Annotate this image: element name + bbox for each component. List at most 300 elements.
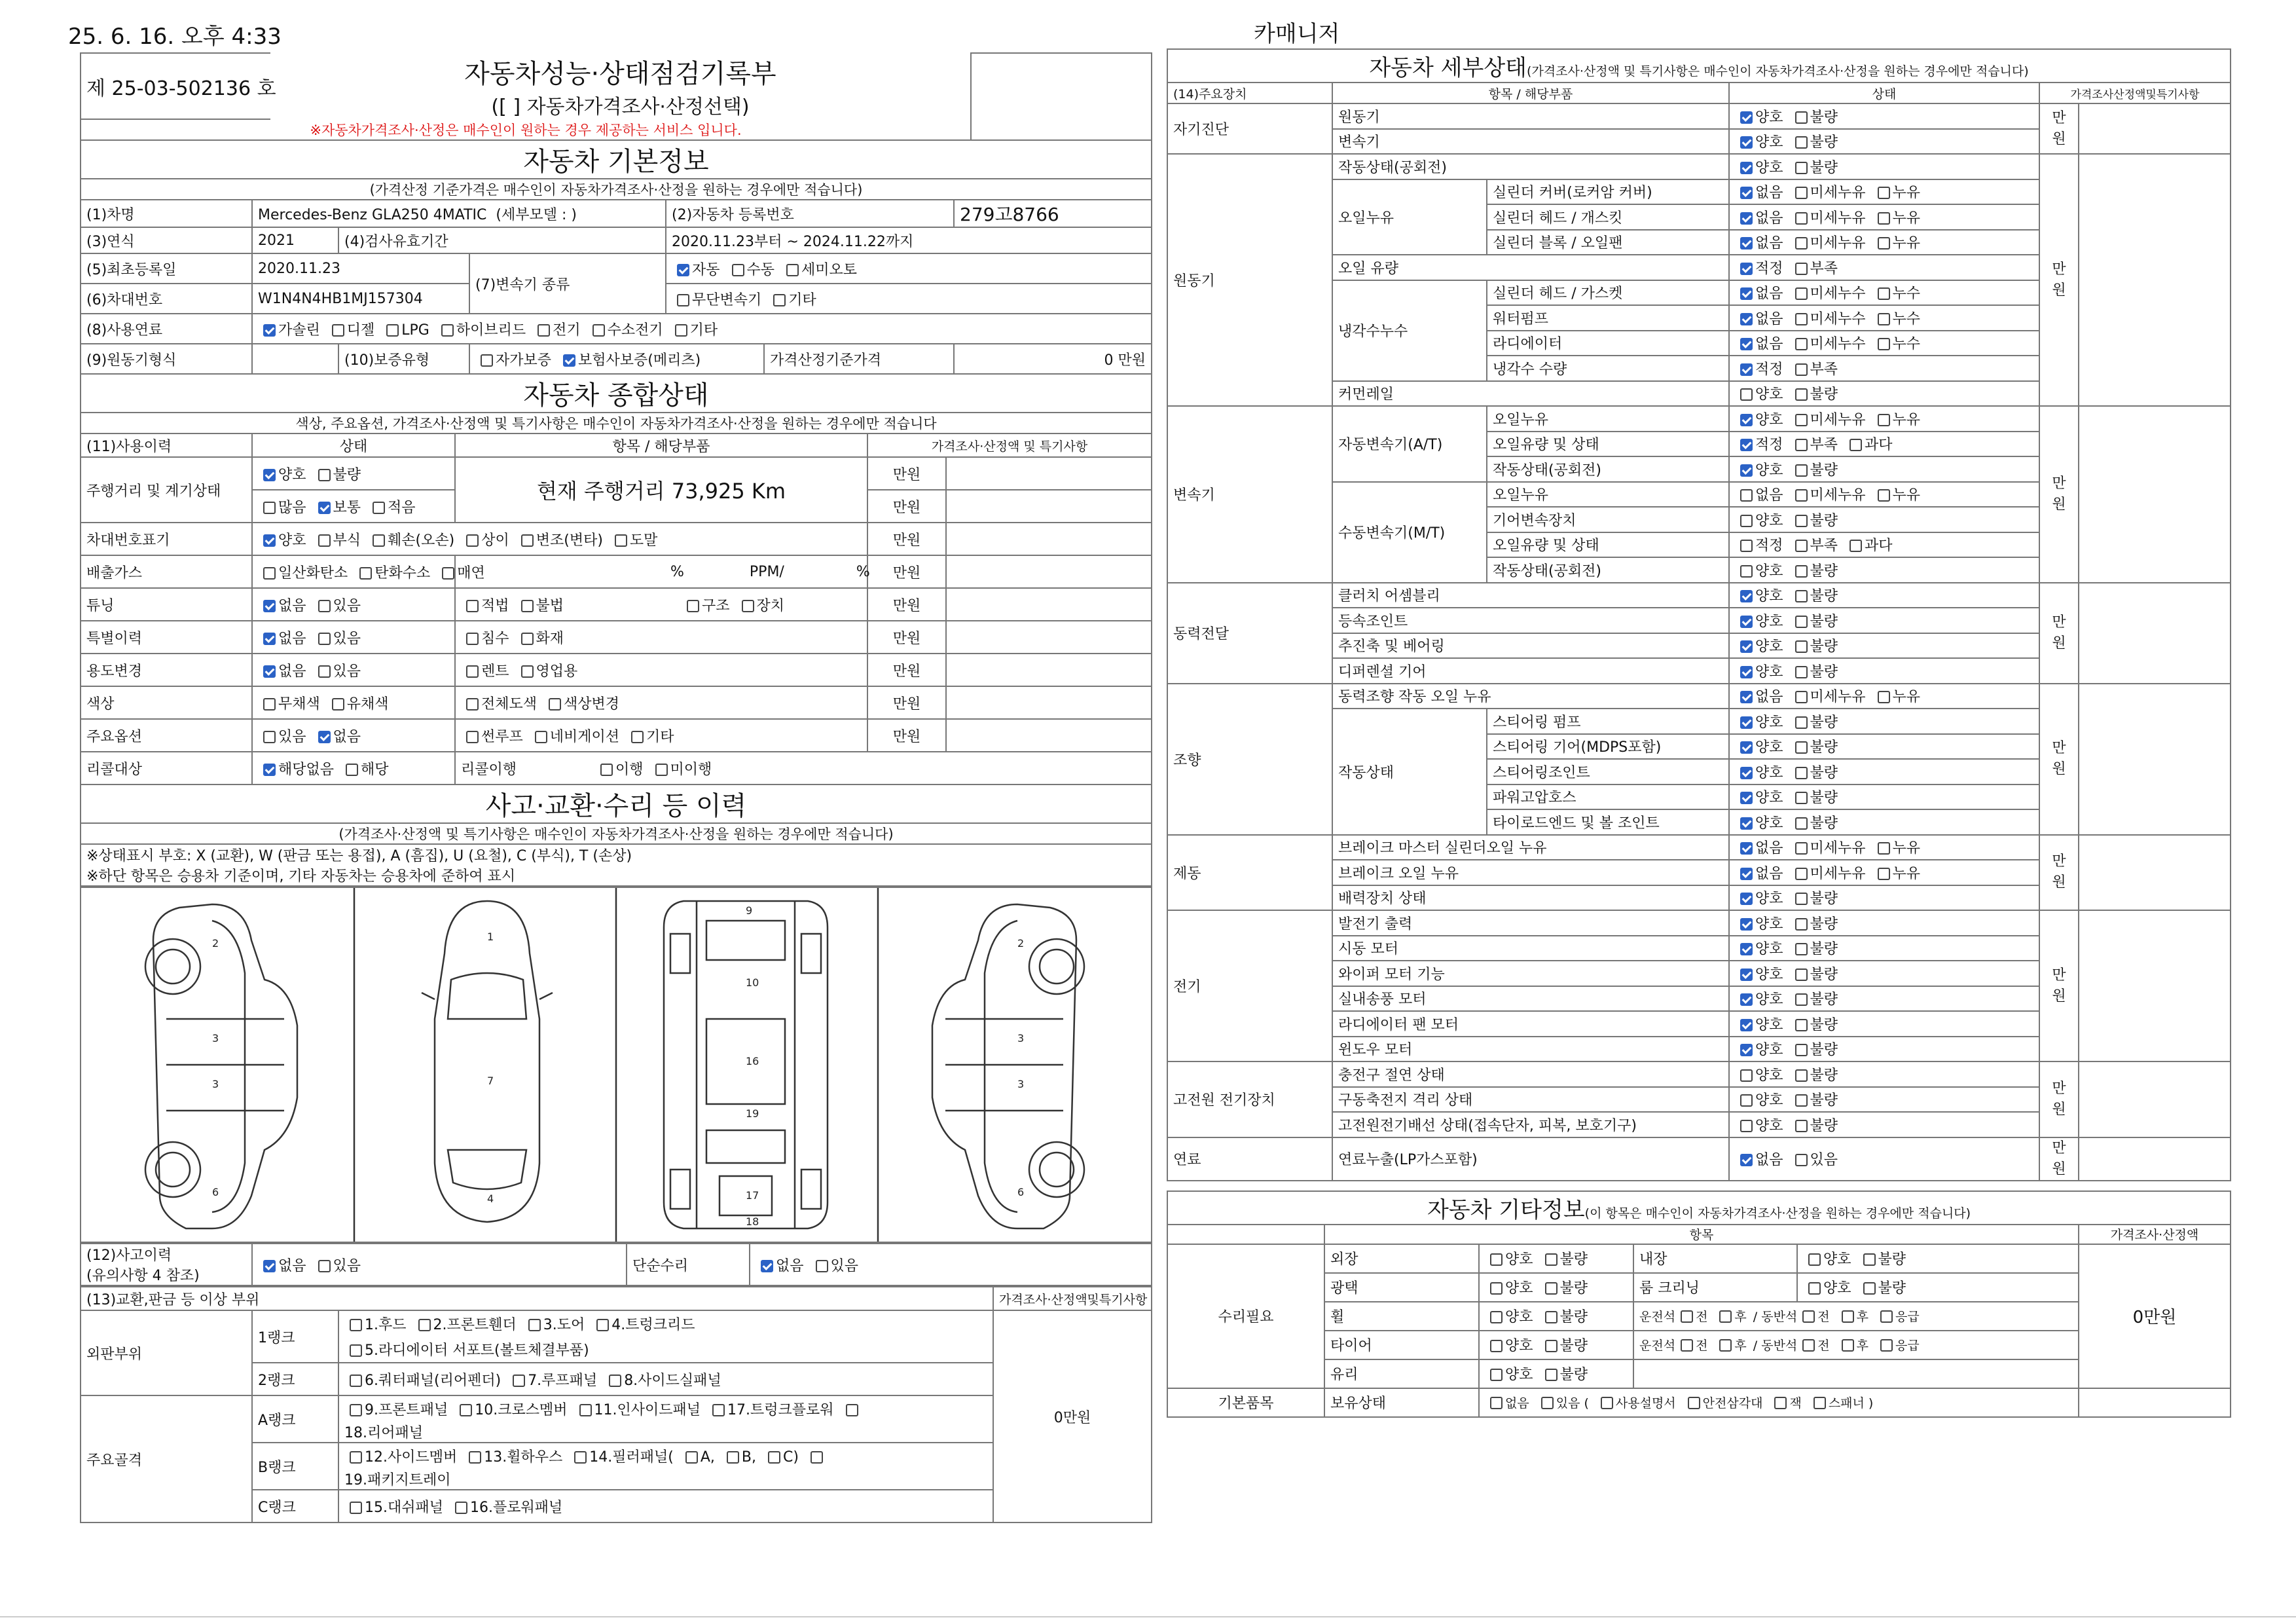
checkbox[interactable] (513, 1375, 525, 1387)
option[interactable] (1790, 736, 1838, 756)
option[interactable] (1735, 157, 1783, 177)
option[interactable] (516, 660, 578, 680)
checkbox[interactable] (1740, 969, 1753, 981)
option[interactable] (1735, 963, 1783, 984)
checkbox[interactable] (1878, 691, 1890, 703)
option[interactable] (1735, 762, 1783, 782)
option[interactable] (1735, 106, 1783, 126)
option[interactable] (258, 1255, 306, 1275)
option[interactable] (381, 322, 429, 339)
option[interactable] (258, 562, 348, 582)
checkbox[interactable] (677, 294, 689, 306)
checkbox[interactable] (732, 264, 744, 276)
option[interactable] (1540, 1306, 1588, 1326)
checkbox[interactable] (1863, 1282, 1876, 1295)
checkbox[interactable] (332, 324, 344, 337)
option[interactable] (1790, 610, 1838, 631)
option[interactable] (454, 1399, 567, 1419)
checkbox[interactable] (1490, 1369, 1503, 1381)
option[interactable] (1735, 257, 1783, 278)
option[interactable] (1790, 862, 1866, 883)
checkbox[interactable] (350, 1404, 362, 1416)
checkbox[interactable] (579, 1404, 592, 1416)
option[interactable] (1790, 1064, 1838, 1084)
checkbox[interactable] (466, 665, 479, 678)
option[interactable] (1872, 207, 1921, 227)
option[interactable] (1790, 157, 1838, 177)
option[interactable] (672, 289, 761, 309)
option[interactable] (1790, 963, 1838, 984)
checkbox[interactable] (1740, 868, 1753, 880)
checkbox[interactable] (786, 264, 799, 276)
checkbox[interactable] (1795, 1044, 1808, 1056)
checkbox[interactable] (1878, 212, 1890, 225)
checkbox[interactable] (1863, 1253, 1876, 1266)
option[interactable] (1844, 434, 1893, 454)
checkbox[interactable] (1545, 1253, 1558, 1266)
option[interactable] (1735, 1014, 1783, 1034)
option[interactable] (313, 660, 361, 680)
option[interactable] (1735, 1149, 1783, 1169)
option[interactable] (569, 1446, 674, 1466)
checkbox[interactable] (1795, 489, 1808, 502)
option[interactable] (313, 726, 361, 746)
checkbox[interactable] (1740, 1044, 1753, 1056)
checkbox[interactable] (1878, 868, 1890, 880)
option[interactable] (1875, 1307, 1920, 1325)
option[interactable] (475, 349, 551, 369)
checkbox[interactable] (549, 698, 561, 710)
checkbox[interactable] (1740, 464, 1753, 477)
checkbox[interactable] (1795, 716, 1808, 729)
option[interactable] (1735, 837, 1783, 857)
option[interactable] (1485, 1335, 1533, 1355)
checkbox[interactable] (318, 665, 331, 678)
option[interactable] (1735, 1089, 1783, 1109)
checkbox[interactable] (1795, 1019, 1808, 1031)
option[interactable] (1790, 409, 1866, 429)
checkbox[interactable] (1878, 187, 1890, 199)
option[interactable] (1735, 308, 1783, 328)
option[interactable] (313, 627, 361, 648)
option[interactable] (344, 1369, 501, 1390)
checkbox[interactable] (1795, 338, 1808, 350)
checkbox[interactable] (609, 1375, 621, 1387)
option[interactable] (1735, 786, 1783, 807)
option[interactable] (1790, 938, 1838, 958)
checkbox[interactable] (1774, 1397, 1787, 1409)
option[interactable] (1595, 1393, 1676, 1411)
checkbox[interactable] (1740, 792, 1753, 804)
checkbox[interactable] (1795, 263, 1808, 275)
checkbox[interactable] (263, 502, 276, 514)
checkbox[interactable] (538, 324, 550, 337)
option[interactable] (1872, 232, 1921, 252)
option[interactable] (1790, 635, 1838, 655)
checkbox[interactable] (1808, 1253, 1821, 1266)
option[interactable] (258, 693, 320, 713)
checkbox[interactable] (318, 600, 331, 612)
checkbox[interactable] (846, 1404, 858, 1416)
option[interactable] (413, 1314, 517, 1334)
option[interactable] (344, 1314, 407, 1334)
option[interactable] (344, 1446, 457, 1466)
option[interactable] (461, 726, 523, 746)
option[interactable] (1735, 635, 1783, 655)
checkbox[interactable] (1795, 287, 1808, 300)
option[interactable] (1735, 1064, 1783, 1084)
option[interactable] (1790, 1115, 1838, 1135)
option[interactable] (258, 595, 306, 615)
option[interactable] (1735, 862, 1783, 883)
checkbox[interactable] (1490, 1340, 1503, 1352)
checkbox[interactable] (1795, 918, 1808, 931)
option[interactable] (1485, 1306, 1533, 1326)
checkbox[interactable] (1795, 842, 1808, 855)
checkbox[interactable] (1545, 1282, 1558, 1295)
option[interactable] (1735, 887, 1783, 908)
checkbox[interactable] (263, 698, 276, 710)
checkbox[interactable] (1740, 716, 1753, 729)
checkbox[interactable] (1808, 1282, 1821, 1295)
option[interactable] (344, 1339, 589, 1359)
option[interactable] (313, 529, 361, 549)
checkbox[interactable] (386, 324, 399, 337)
checkbox[interactable] (466, 600, 479, 612)
checkbox[interactable] (1740, 893, 1753, 905)
checkbox[interactable] (442, 567, 454, 580)
checkbox[interactable] (346, 764, 358, 776)
option[interactable] (680, 1449, 715, 1466)
checkbox[interactable] (816, 1260, 828, 1272)
checkbox[interactable] (1795, 817, 1808, 830)
option[interactable] (727, 259, 775, 279)
option[interactable] (1872, 686, 1921, 706)
checkbox[interactable] (359, 567, 372, 580)
checkbox[interactable] (1719, 1310, 1732, 1323)
option[interactable] (1790, 282, 1866, 303)
option[interactable] (595, 758, 644, 779)
option[interactable] (258, 660, 306, 680)
checkbox[interactable] (592, 324, 605, 337)
checkbox[interactable] (1802, 1310, 1815, 1323)
checkbox[interactable] (263, 534, 276, 547)
checkbox[interactable] (596, 1319, 609, 1331)
checkbox[interactable] (350, 1319, 362, 1331)
option[interactable] (1790, 308, 1866, 328)
checkbox[interactable] (441, 324, 454, 337)
option[interactable] (811, 1255, 859, 1275)
checkbox[interactable] (1878, 842, 1890, 855)
checkbox[interactable] (615, 534, 627, 547)
option[interactable] (258, 319, 320, 339)
checkbox[interactable] (528, 1319, 541, 1331)
checkbox[interactable] (1795, 868, 1808, 880)
option[interactable] (1683, 1393, 1763, 1411)
checkbox[interactable] (1740, 943, 1753, 955)
option[interactable] (1872, 484, 1921, 504)
checkbox[interactable] (1719, 1339, 1732, 1352)
option[interactable] (672, 259, 720, 279)
option[interactable] (1735, 383, 1783, 403)
checkbox[interactable] (685, 1451, 698, 1464)
checkbox[interactable] (1878, 313, 1890, 325)
option[interactable] (530, 726, 619, 746)
checkbox[interactable] (1490, 1253, 1503, 1266)
checkbox[interactable] (481, 354, 493, 367)
checkbox[interactable] (1795, 741, 1808, 754)
option[interactable] (258, 464, 306, 484)
checkbox[interactable] (563, 354, 575, 367)
checkbox[interactable] (469, 1451, 481, 1464)
option[interactable] (721, 1449, 756, 1466)
checkbox[interactable] (1795, 943, 1808, 955)
option[interactable] (558, 349, 701, 369)
checkbox[interactable] (1842, 1339, 1854, 1352)
option[interactable] (461, 595, 509, 615)
option[interactable] (1735, 232, 1783, 252)
checkbox[interactable] (1795, 767, 1808, 779)
option[interactable] (1735, 1039, 1783, 1059)
option[interactable] (1790, 232, 1866, 252)
checkbox[interactable] (1740, 212, 1753, 225)
checkbox[interactable] (655, 764, 668, 776)
checkbox[interactable] (1740, 414, 1753, 426)
option[interactable] (258, 496, 306, 517)
option[interactable] (258, 627, 306, 648)
option[interactable] (1735, 988, 1783, 1008)
option[interactable] (1485, 1363, 1533, 1384)
checkbox[interactable] (1740, 691, 1753, 703)
option[interactable] (313, 595, 361, 615)
option[interactable] (1790, 181, 1866, 202)
checkbox[interactable] (1795, 893, 1808, 905)
option[interactable] (670, 319, 718, 339)
checkbox[interactable] (373, 502, 385, 514)
checkbox[interactable] (1795, 565, 1808, 578)
option[interactable] (1797, 1336, 1829, 1354)
checkbox[interactable] (1740, 1094, 1753, 1107)
checkbox[interactable] (1795, 640, 1808, 653)
checkbox[interactable] (1740, 842, 1753, 855)
option[interactable] (461, 627, 509, 648)
checkbox[interactable] (1795, 464, 1808, 477)
checkbox[interactable] (1795, 1094, 1808, 1107)
checkbox[interactable] (263, 469, 276, 481)
option[interactable] (1858, 1277, 1906, 1297)
checkbox[interactable] (727, 1451, 739, 1464)
option[interactable] (650, 758, 712, 779)
option[interactable] (1872, 282, 1921, 303)
checkbox[interactable] (1795, 187, 1808, 199)
option[interactable] (1872, 333, 1921, 353)
checkbox[interactable] (1795, 993, 1808, 1006)
option[interactable] (461, 693, 537, 713)
checkbox[interactable] (1880, 1310, 1893, 1323)
option[interactable] (1735, 358, 1783, 378)
checkbox[interactable] (1795, 363, 1808, 376)
checkbox[interactable] (1740, 187, 1753, 199)
checkbox[interactable] (1740, 540, 1753, 552)
option[interactable] (1735, 686, 1783, 706)
option[interactable] (1790, 661, 1838, 681)
option[interactable] (1790, 106, 1838, 126)
option[interactable] (1790, 560, 1838, 580)
checkbox[interactable] (1795, 969, 1808, 981)
option[interactable] (737, 595, 785, 615)
checkbox[interactable] (675, 324, 687, 337)
checkbox[interactable] (1878, 414, 1890, 426)
checkbox[interactable] (350, 1502, 362, 1514)
checkbox[interactable] (742, 600, 754, 612)
checkbox[interactable] (631, 731, 644, 743)
checkbox[interactable] (1740, 1069, 1753, 1082)
option[interactable] (1790, 585, 1838, 605)
checkbox[interactable] (318, 731, 331, 743)
option[interactable] (1790, 484, 1866, 504)
checkbox[interactable] (466, 633, 479, 645)
option[interactable] (1790, 762, 1838, 782)
option[interactable] (587, 319, 663, 339)
checkbox[interactable] (263, 1260, 276, 1272)
option[interactable] (1790, 333, 1866, 353)
option[interactable] (1790, 1089, 1838, 1109)
option[interactable] (1790, 1149, 1838, 1169)
option[interactable] (1808, 1393, 1874, 1411)
option[interactable] (327, 319, 375, 339)
checkbox[interactable] (1795, 515, 1808, 527)
checkbox[interactable] (521, 600, 534, 612)
option[interactable] (1735, 484, 1783, 504)
option[interactable] (1836, 1307, 1868, 1325)
checkbox[interactable] (1740, 237, 1753, 249)
option[interactable] (1790, 988, 1838, 1008)
option[interactable] (604, 1369, 721, 1390)
option[interactable] (1485, 1393, 1529, 1411)
checkbox[interactable] (1740, 363, 1753, 376)
option[interactable] (1790, 434, 1838, 454)
checkbox[interactable] (574, 1451, 587, 1464)
option[interactable] (574, 1399, 701, 1419)
option[interactable] (756, 1255, 804, 1275)
checkbox[interactable] (1740, 817, 1753, 830)
option[interactable] (1803, 1277, 1851, 1297)
option[interactable] (1485, 1248, 1533, 1268)
checkbox[interactable] (263, 600, 276, 612)
option[interactable] (516, 627, 564, 648)
option[interactable] (1540, 1335, 1588, 1355)
checkbox[interactable] (1545, 1340, 1558, 1352)
checkbox[interactable] (1740, 111, 1753, 124)
option[interactable] (340, 758, 389, 779)
option[interactable] (1735, 131, 1783, 151)
checkbox[interactable] (1740, 515, 1753, 527)
checkbox[interactable] (318, 502, 331, 514)
checkbox[interactable] (466, 534, 479, 547)
option[interactable] (1790, 509, 1838, 530)
checkbox[interactable] (1490, 1282, 1503, 1295)
option[interactable] (258, 726, 306, 746)
option[interactable] (258, 529, 306, 549)
checkbox[interactable] (1795, 1154, 1808, 1166)
checkbox[interactable] (1850, 540, 1862, 552)
checkbox[interactable] (1740, 136, 1753, 149)
checkbox[interactable] (811, 1451, 823, 1464)
checkbox[interactable] (1545, 1311, 1558, 1323)
checkbox[interactable] (1795, 590, 1808, 602)
option[interactable] (1790, 131, 1838, 151)
checkbox[interactable] (318, 469, 331, 481)
option[interactable] (367, 496, 416, 517)
checkbox[interactable] (1795, 162, 1808, 174)
option[interactable] (367, 529, 454, 549)
checkbox[interactable] (318, 633, 331, 645)
option[interactable] (543, 693, 619, 713)
checkbox[interactable] (1545, 1369, 1558, 1381)
option[interactable] (461, 660, 509, 680)
option[interactable] (1735, 585, 1783, 605)
option[interactable] (1797, 1307, 1829, 1325)
option[interactable] (516, 529, 603, 549)
option[interactable] (1540, 1248, 1588, 1268)
checkbox[interactable] (521, 534, 534, 547)
option[interactable] (1790, 207, 1866, 227)
checkbox[interactable] (1740, 313, 1753, 325)
option[interactable] (1540, 1363, 1588, 1384)
option[interactable] (464, 1446, 562, 1466)
checkbox[interactable] (761, 1260, 773, 1272)
checkbox[interactable] (1740, 388, 1753, 401)
checkbox[interactable] (1740, 616, 1753, 628)
option[interactable] (461, 529, 509, 549)
checkbox[interactable] (773, 294, 786, 306)
checkbox[interactable] (1878, 489, 1890, 502)
option[interactable] (1735, 1115, 1783, 1135)
checkbox[interactable] (1740, 918, 1753, 931)
option[interactable] (610, 529, 658, 549)
checkbox[interactable] (466, 731, 479, 743)
option[interactable] (768, 289, 816, 309)
checkbox[interactable] (1795, 313, 1808, 325)
option[interactable] (436, 319, 526, 339)
option[interactable] (1735, 913, 1783, 933)
checkbox[interactable] (263, 567, 276, 580)
checkbox[interactable] (1795, 111, 1808, 124)
option[interactable] (1790, 686, 1866, 706)
checkbox[interactable] (1740, 263, 1753, 275)
option[interactable] (1735, 434, 1783, 454)
option[interactable] (1790, 358, 1838, 378)
option[interactable] (1735, 736, 1783, 756)
checkbox[interactable] (1878, 287, 1890, 300)
option[interactable] (1735, 459, 1783, 479)
checkbox[interactable] (1802, 1339, 1815, 1352)
option[interactable] (344, 1399, 448, 1419)
checkbox[interactable] (1795, 1069, 1808, 1082)
checkbox[interactable] (1842, 1310, 1854, 1323)
checkbox[interactable] (318, 1260, 331, 1272)
option[interactable] (327, 693, 389, 713)
checkbox[interactable] (768, 1451, 780, 1464)
checkbox[interactable] (1740, 565, 1753, 578)
checkbox[interactable] (263, 324, 276, 337)
checkbox[interactable] (535, 731, 547, 743)
checkbox[interactable] (455, 1502, 467, 1514)
checkbox[interactable] (1541, 1397, 1554, 1409)
option[interactable] (682, 595, 730, 615)
option[interactable] (1735, 181, 1783, 202)
checkbox[interactable] (1740, 1019, 1753, 1031)
